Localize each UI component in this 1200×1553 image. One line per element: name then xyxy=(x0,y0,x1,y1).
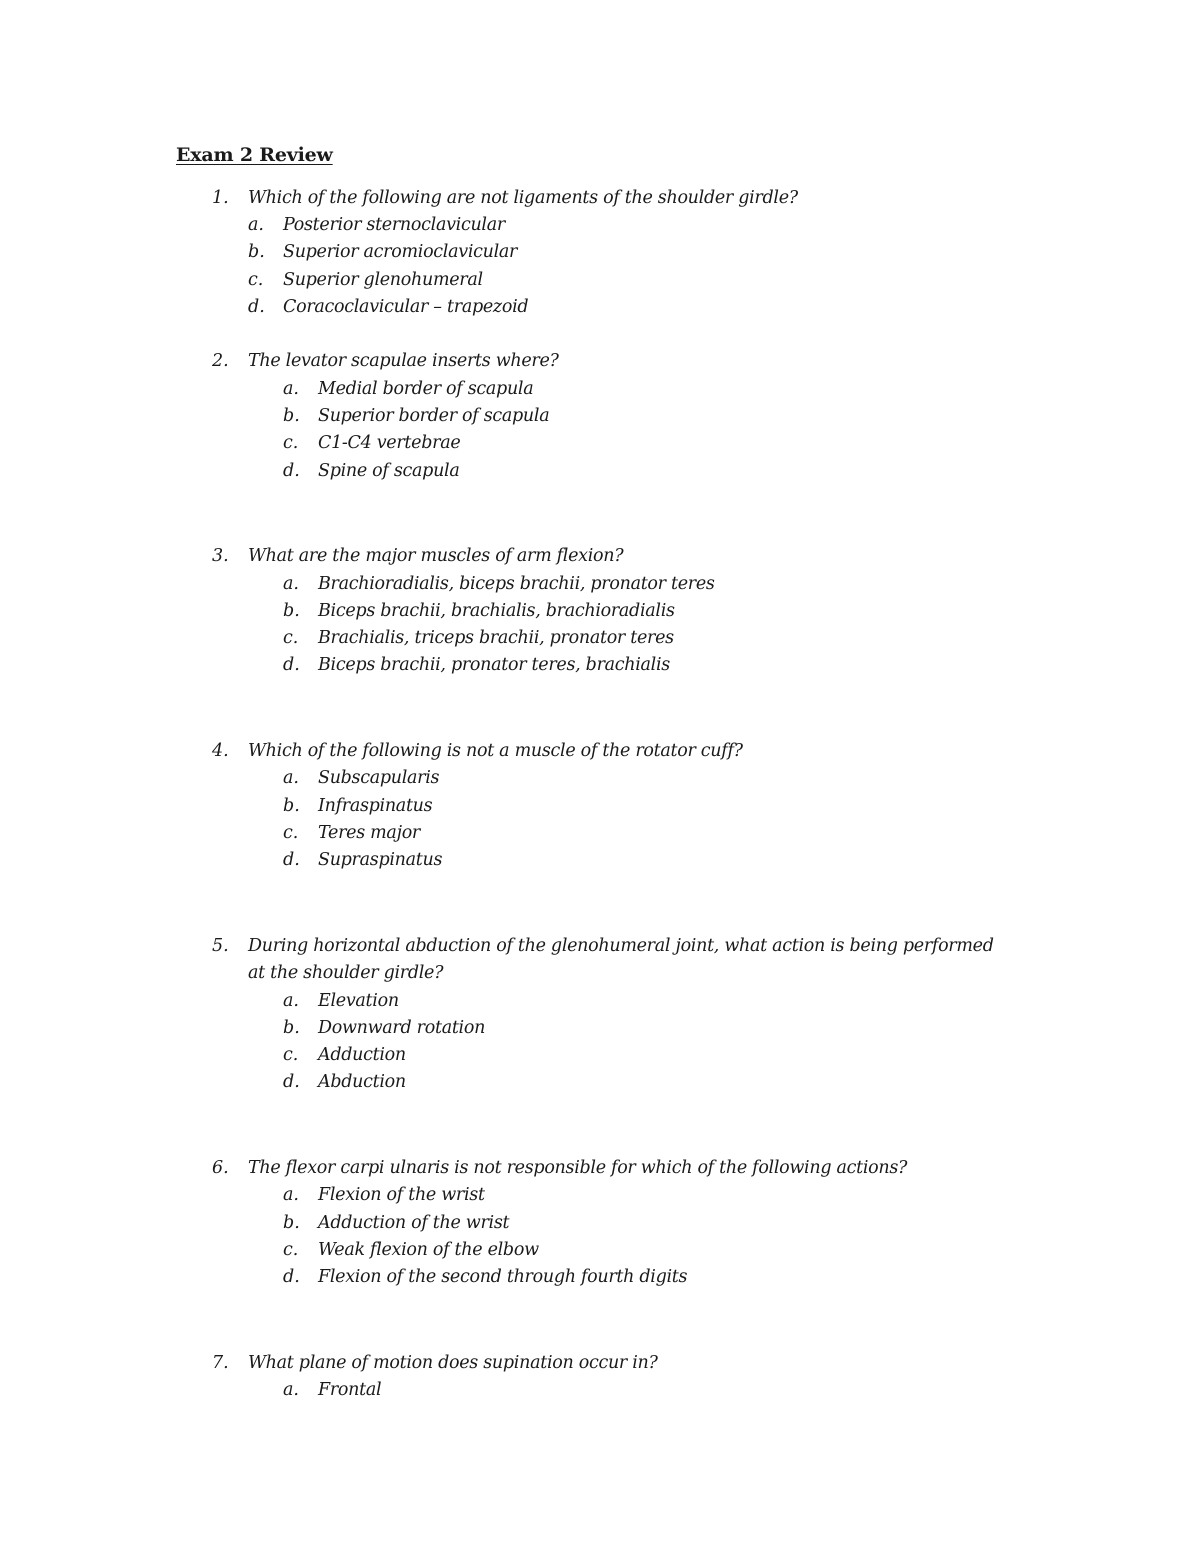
option-letter: a. xyxy=(248,215,264,235)
option-text: Teres major xyxy=(318,823,420,843)
question-text-continued: at the shoulder girdle? xyxy=(248,963,444,983)
question-number: 1. xyxy=(212,188,229,208)
question-text: What plane of motion does supination occur in? xyxy=(248,1353,658,1373)
question-number: 5. xyxy=(212,936,229,956)
option-letter: b. xyxy=(248,242,265,262)
option-letter: b. xyxy=(283,1213,300,1233)
option-letter: b. xyxy=(283,796,300,816)
option-letter: a. xyxy=(283,1380,299,1400)
page-title: Exam 2 Review xyxy=(176,144,333,166)
option-letter: c. xyxy=(283,1240,299,1260)
option-letter: a. xyxy=(283,574,299,594)
question-text: What are the major muscles of arm flexion? xyxy=(248,546,624,566)
option-text: Superior glenohumeral xyxy=(283,270,483,290)
option-text: Supraspinatus xyxy=(318,850,443,870)
option-text: Superior acromioclavicular xyxy=(283,242,518,262)
option-text: Biceps brachii, brachialis, brachioradialis xyxy=(318,601,675,621)
option-letter: c. xyxy=(283,1045,299,1065)
option-text: Downward rotation xyxy=(318,1018,486,1038)
option-text: Subscapularis xyxy=(318,768,440,788)
question-number: 2. xyxy=(212,351,229,371)
option-text: Superior border of scapula xyxy=(318,406,550,426)
option-letter: d. xyxy=(248,297,265,317)
question-text: The levator scapulae inserts where? xyxy=(248,351,559,371)
option-text: Adduction xyxy=(318,1045,406,1065)
option-text: Posterior sternoclavicular xyxy=(283,215,505,235)
option-letter: b. xyxy=(283,406,300,426)
option-text: Abduction xyxy=(318,1072,406,1092)
option-text: Flexion of the wrist xyxy=(318,1185,485,1205)
option-text: Weak flexion of the elbow xyxy=(318,1240,539,1260)
option-letter: d. xyxy=(283,1267,300,1287)
option-text: Infraspinatus xyxy=(318,796,433,816)
option-letter: a. xyxy=(283,991,299,1011)
option-letter: d. xyxy=(283,850,300,870)
option-letter: b. xyxy=(283,601,300,621)
question-number: 3. xyxy=(212,546,229,566)
option-text: Spine of scapula xyxy=(318,461,460,481)
question-text: Which of the following are not ligaments of the shoulder girdle? xyxy=(248,188,798,208)
question-text: During horizontal abduction of the glenohumeral joint, what action is being performed xyxy=(248,936,994,956)
option-letter: a. xyxy=(283,768,299,788)
option-text: Flexion of the second through fourth digits xyxy=(318,1267,688,1287)
option-text: Coracoclavicular – trapezoid xyxy=(283,297,529,317)
option-letter: d. xyxy=(283,1072,300,1092)
option-text: Brachialis, triceps brachii, pronator teres xyxy=(318,628,674,648)
option-letter: c. xyxy=(248,270,264,290)
option-text: Adduction of the wrist xyxy=(318,1213,510,1233)
question-number: 7. xyxy=(212,1353,229,1373)
question-text: Which of the following is not a muscle of the rotator cuff? xyxy=(248,741,743,761)
question-text: The flexor carpi ulnaris is not responsible for which of the following actions? xyxy=(248,1158,908,1178)
option-text: Brachioradialis, biceps brachii, pronator teres xyxy=(318,574,715,594)
question-number: 6. xyxy=(212,1158,229,1178)
question-number: 4. xyxy=(212,741,229,761)
option-text: Frontal xyxy=(318,1380,382,1400)
option-text: Medial border of scapula xyxy=(318,379,534,399)
option-text: C1-C4 vertebrae xyxy=(318,433,461,453)
option-letter: c. xyxy=(283,628,299,648)
option-letter: c. xyxy=(283,823,299,843)
option-letter: c. xyxy=(283,433,299,453)
option-letter: a. xyxy=(283,379,299,399)
option-letter: b. xyxy=(283,1018,300,1038)
option-letter: d. xyxy=(283,461,300,481)
option-letter: d. xyxy=(283,655,300,675)
option-letter: a. xyxy=(283,1185,299,1205)
option-text: Biceps brachii, pronator teres, brachialis xyxy=(318,655,670,675)
option-text: Elevation xyxy=(318,991,399,1011)
